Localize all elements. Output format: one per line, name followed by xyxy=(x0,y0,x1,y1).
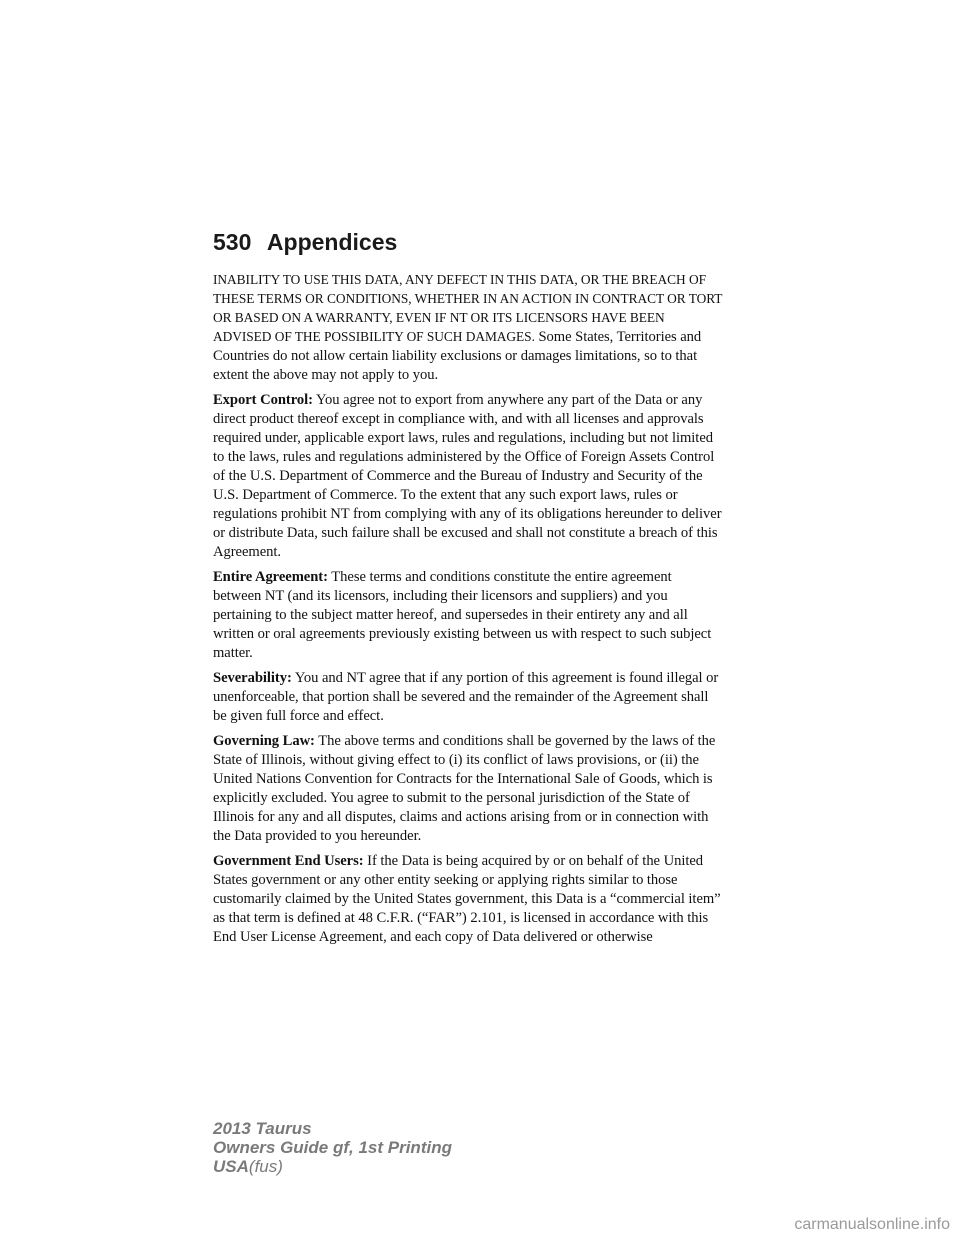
entire-agreement-paragraph xyxy=(213,568,723,663)
footer-model: 2013 Taurus xyxy=(213,1119,312,1138)
export-control-text: You agree not to export from anywhere any part of the Data or any direct product thereof except in compliance with, and with all licenses and approvals required under, applicable export laws, rules and regulations, including but not limited to the laws, rules and regulations administered by the Office of Foreign Assets Control of the U.S. Department of Commerce and the Bureau of Industry and Security of the U.S. Department of Commerce. To the extent that any such export laws, rules or regulations prohibit NT from complying with any of its obligations hereunder to deliver or distribute Data, such failure shall be excused and shall not constitute a breach of this Agreement. xyxy=(213,392,722,560)
entire-agreement-label: Entire Agreement: xyxy=(213,569,328,585)
page-header xyxy=(213,229,397,256)
export-control-paragraph xyxy=(213,391,723,562)
governing-law-label: Governing Law: xyxy=(213,733,315,749)
print-footer xyxy=(213,1119,452,1176)
severability-text: You and NT agree that if any portion of this agreement is found illegal or unenforceable, that portion shall be severed and the remainder of the Agreement shall be given full force and effect. xyxy=(213,670,719,724)
liability-paragraph xyxy=(213,271,723,385)
export-control-label: Export Control: xyxy=(213,392,313,408)
severability-label: Severability: xyxy=(213,670,292,686)
section-title: Appendices xyxy=(266,229,398,255)
footer-region xyxy=(213,1157,452,1176)
liability-caps-text: INABILITY TO USE THIS DATA, ANY DEFECT IN THIS DATA, OR THE BREACH OF THESE TERMS OR CONDITIONS, WHETHER IN AN ACTION IN CONTRACT OR TORT OR BASED ON A WARRANTY, EVEN IF NT OR ITS LICENSORS HAVE BEEN ADVISED OF THE POSSIBILITY OF SUCH DAMAGES. xyxy=(213,272,723,344)
body-text xyxy=(213,271,723,953)
footer-guide: Owners Guide gf, 1st Printing xyxy=(213,1138,452,1157)
governing-law-paragraph xyxy=(213,732,723,846)
severability-paragraph xyxy=(213,669,723,726)
governing-law-text: The above terms and conditions shall be governed by the laws of the State of Illinois, without giving effect to (i) its conflict of laws provisions, or (ii) the United Nations Convention for Contracts for the International Sale of Goods, which is explicitly excluded. You agree to submit to the personal jurisdiction of the State of Illinois for any and all disputes, claims and actions arising from or in connection with the Data provided to you hereunder. xyxy=(213,733,716,844)
footer-region-main: USA xyxy=(213,1157,249,1176)
government-end-users-paragraph xyxy=(213,852,723,947)
government-end-users-label: Government End Users: xyxy=(213,853,364,869)
footer-region-suffix: (fus) xyxy=(248,1157,283,1176)
entire-agreement-text: These terms and conditions constitute the entire agreement between NT (and its licensors, including their licensors and suppliers) and you pertaining to the subject matter hereof, and supersedes in their entirety any and all written or oral agreements previously existing between us with respect to such subject matter. xyxy=(213,569,712,661)
liability-tail-text: Some States, Territories and Countries do not allow certain liability exclusions or damages limitations, so to that extent the above may not apply to you. xyxy=(213,329,702,383)
government-end-users-text: If the Data is being acquired by or on behalf of the United States government or any other entity seeking or applying rights similar to those customarily claimed by the United States government, this Data is a “commercial item” as that term is defined at 48 C.F.R. (“FAR”) 2.101, is licensed in accordance with this End User License Agreement, and each copy of Data delivered or otherwise xyxy=(213,853,721,945)
page-number: 530 xyxy=(213,229,252,255)
watermark-link[interactable]: carmanualsonline.info xyxy=(794,1216,950,1233)
